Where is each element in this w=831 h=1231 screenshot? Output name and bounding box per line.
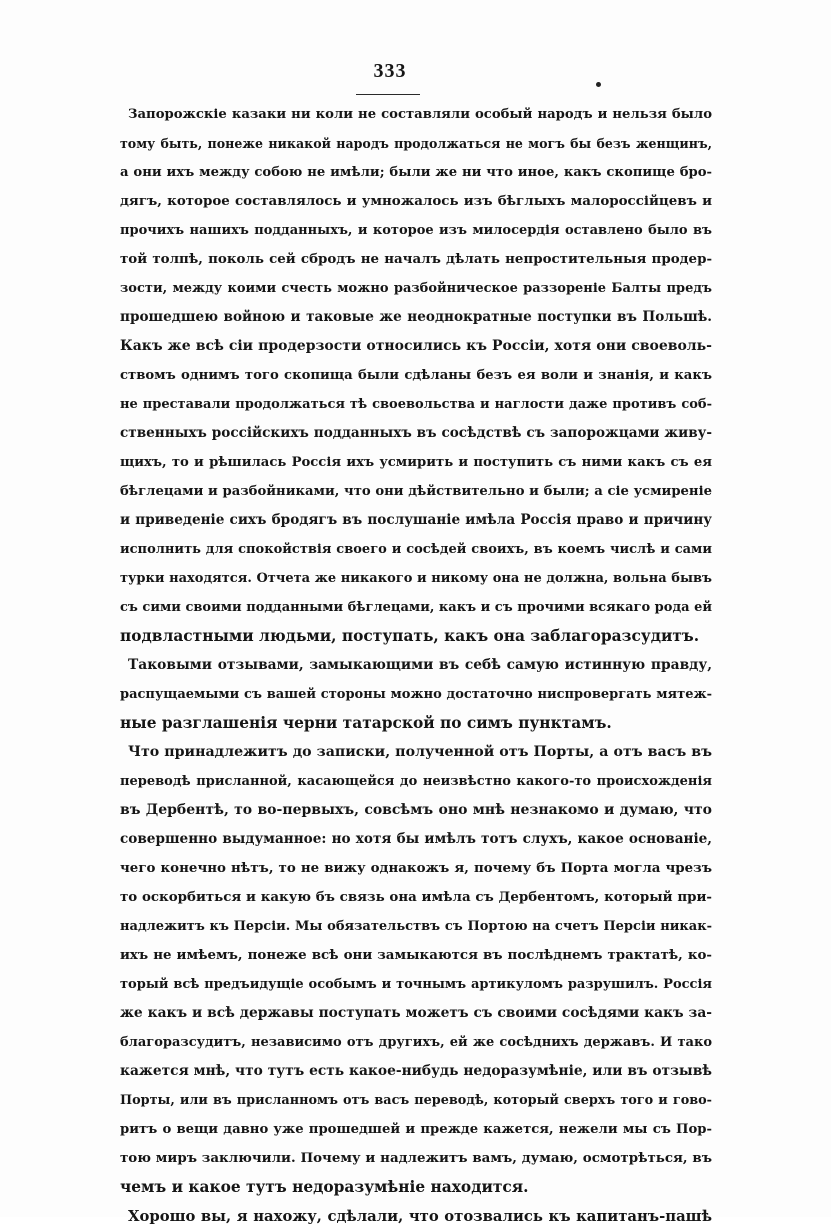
text-line: подвластными людьми, поступать, какъ она заблагоразсудитъ. — [120, 627, 700, 645]
text-line: торый всѣ предъидущіе особымъ и точнымъ артикуломъ разрушилъ. Россія — [120, 977, 712, 992]
text-line: Таковыми отзывами, замыкающими въ себѣ самую истинную правду, — [128, 657, 712, 673]
text-line: кажется мнѣ, что тутъ есть какое-нибудь недоразумѣніе, или въ отзывѣ — [120, 1063, 712, 1079]
text-line: тою миръ заключили. Почему и надлежитъ вамъ, думаю, осмотрѣться, въ — [120, 1150, 712, 1166]
text-line: переводѣ присланной, касающейся до неизвѣстно какого-то происхожденія — [120, 774, 712, 789]
page-number-underline — [356, 94, 420, 95]
text-line: ихъ не имѣемъ, понеже всѣ они замыкаются въ послѣднемъ трактатѣ, ко- — [120, 947, 712, 963]
text-line: той толпѣ, поколь сей сбродъ не началъ дѣлать непростительныя продер- — [120, 251, 712, 267]
text-line: зости, между коими счесть можно разбойническое раззореніе Балты предъ — [120, 281, 712, 296]
text-line: дягъ, которое составлялось и умножалось изъ бѣглыхъ малороссійцевъ и — [120, 193, 712, 209]
text-line: Хорошо вы, я нахожу, сдѣлали, что отозвались къ капитанъ-пашѣ — [128, 1208, 712, 1225]
text-line: исполнить для спокойствія своего и сосѣдей своихъ, въ коемъ числѣ и сами — [120, 542, 712, 557]
text-line: а они ихъ между собою не имѣли; были же ни что иное, какъ скопище бро- — [120, 165, 712, 180]
text-line: Запорожскіе казаки ни коли не составляли особый народъ и нельзя было — [128, 107, 712, 122]
text-line: Порты, или въ присланномъ отъ васъ переводѣ, который сверхъ того и гово- — [120, 1093, 712, 1108]
text-line: тому быть, понеже никакой народъ продолжаться не могъ бы безъ женщинъ, — [120, 136, 712, 151]
text-line: то оскорбиться и какую бъ связь она имѣла съ Дербентомъ, который при- — [120, 889, 712, 905]
paragraph-1 — [120, 100, 712, 651]
text-line: чемъ и какое тутъ недоразумѣніе находится. — [120, 1178, 529, 1196]
text-line: съ сими своими подданными бѣглецами, какъ и съ прочими всякаго рода ей — [120, 600, 712, 615]
text-line: Что принадлежитъ до записки, полученной отъ Порты, а отъ васъ въ — [128, 744, 712, 760]
text-line: чего конечно нѣтъ, то не вижу однакожъ я, почему бъ Порта могла чрезъ — [120, 860, 712, 876]
paragraph-3 — [120, 738, 712, 1202]
ink-speck — [596, 82, 601, 87]
text-line: совершенно выдуманное: но хотя бы имѣлъ тотъ слухъ, какое основаніе, — [120, 831, 712, 847]
text-line: не преставали продолжаться тѣ своевольства и наглости даже противъ соб- — [120, 397, 712, 412]
text-line: турки находятся. Отчета же никакого и никому она не должна, вольна бывъ — [120, 571, 712, 586]
text-line: и приведеніе сихъ бродягъ въ послушаніе имѣла Россія право и причину — [120, 512, 712, 528]
text-line: же какъ и всѣ державы поступать можетъ съ своими сосѣдями какъ за- — [120, 1005, 712, 1021]
page-number: 333 — [373, 60, 407, 82]
text-line: распущаемыми съ вашей стороны можно достаточно ниспровергать мятеж- — [120, 687, 712, 702]
text-line: благоразсудитъ, независимо отъ другихъ, ей же сосѣднихъ державъ. И тако — [120, 1035, 712, 1050]
text-line: ритъ о вещи давно уже прошедшей и прежде кажется, нежели мы съ Пор- — [120, 1122, 712, 1137]
text-line: ствомъ однимъ того скопища были сдѣланы безъ ея воли и знанія, и какъ — [120, 368, 712, 383]
text-body — [120, 100, 712, 1231]
text-line: ные разглашенія черни татарской по симъ пунктамъ. — [120, 714, 612, 732]
text-line: бѣглецами и разбойниками, что они дѣйствительно и были; а сіе усмиреніе — [120, 484, 712, 499]
text-line: Какъ же всѣ сіи продерзости относились къ Россіи, хотя они своеволь- — [120, 338, 712, 354]
paragraph-2 — [120, 651, 712, 738]
text-line: прочихъ нашихъ подданныхъ, и которое изъ милосердія оставлено было въ — [120, 223, 712, 238]
text-line: въ Дербентѣ, то во-первыхъ, совсѣмъ оно мнѣ незнакомо и думаю, что — [120, 802, 712, 818]
text-line: щихъ, то и рѣшилась Россія ихъ усмирить и поступить съ ними какъ съ ея — [120, 455, 712, 470]
text-line: прошедшею войною и таковые же неоднократные поступки въ Польшѣ. — [120, 309, 712, 325]
text-line: ственныхъ россійскихъ подданныхъ въ сосѣдствѣ съ запорожцами живу- — [120, 425, 712, 441]
text-line: надлежитъ къ Персіи. Мы обязательствъ съ Портою на счетъ Персіи никак- — [120, 919, 712, 934]
